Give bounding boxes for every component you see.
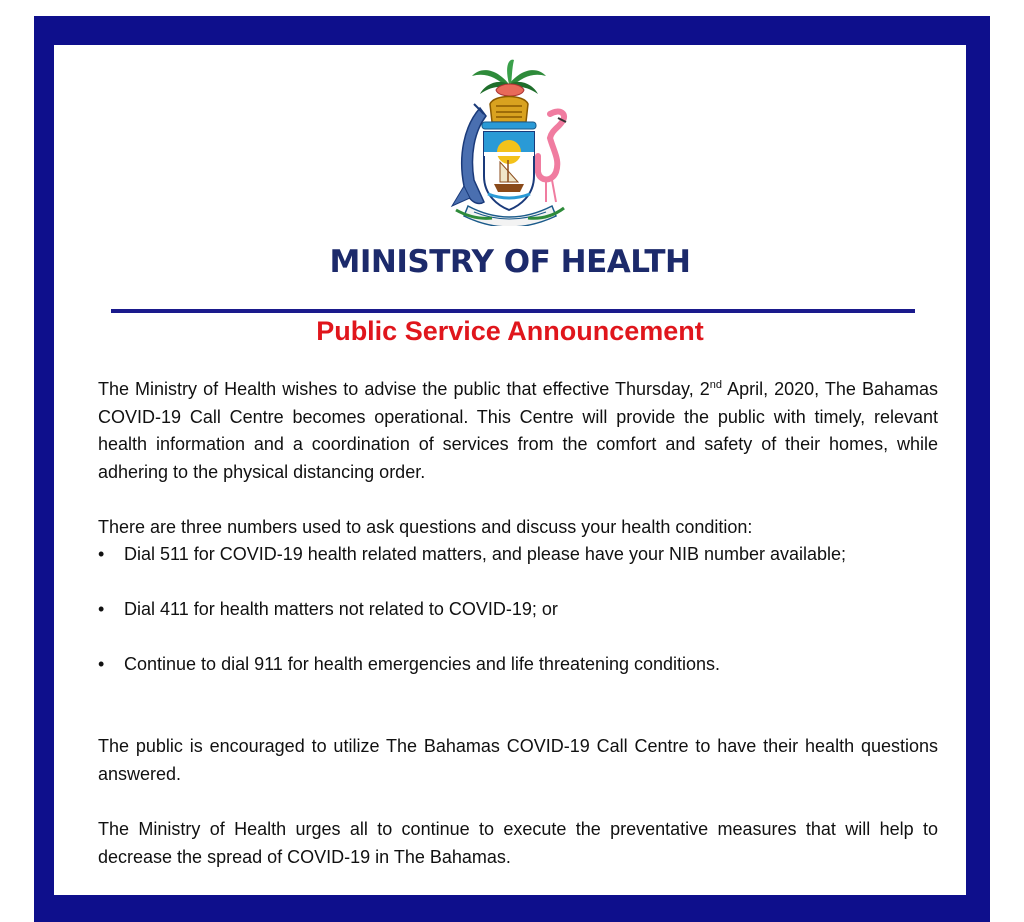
bullet-icon: • xyxy=(98,544,105,564)
list-item xyxy=(98,651,938,679)
closing-text: The Ministry of Health urges all to continue to execute the preventative measures that will help to decrease the spread of COVID-19 in The Bahamas. xyxy=(98,819,938,867)
list-item-text: Dial 511 for COVID-19 health related matters, and please have your NIB number available; xyxy=(124,544,847,564)
list-item-text: Continue to dial 911 for health emergencies and life threatening conditions. xyxy=(124,654,721,674)
numbers-intro-text: There are three numbers used to ask questions and discuss your health condition: xyxy=(98,517,753,537)
ministry-title: MINISTRY OF HEALTH xyxy=(329,244,691,280)
list-item xyxy=(98,596,938,624)
encouragement-text: The public is encouraged to utilize The Bahamas COVID-19 Call Centre to have their health questions answered. xyxy=(98,736,938,784)
closing-paragraph xyxy=(98,816,938,871)
announcement-title: Public Service Announcement xyxy=(316,316,704,346)
encouragement-paragraph xyxy=(98,733,938,788)
list-item-text: Dial 411 for health matters not related to COVID-19; or xyxy=(124,599,558,619)
date-ordinal-suffix: nd xyxy=(709,379,723,391)
intro-text-start: The Ministry of Health wishes to advise the public that effective Thursday, 2 xyxy=(98,379,710,399)
intro-text-end: April, 2020, The Bahamas COVID-19 Call Centre becomes operational. This Centre will provide the public with timely, relevant health information and a coordination of services from the comfort and safety of their homes, while adhering to the physical distancing order. xyxy=(98,379,938,482)
bullet-icon: • xyxy=(98,599,105,619)
phone-numbers-list xyxy=(98,541,938,679)
intro-paragraph xyxy=(98,376,938,486)
bahamas-coat-of-arms-icon xyxy=(434,56,584,226)
list-item xyxy=(98,541,938,569)
numbers-intro-paragraph xyxy=(98,514,938,542)
bullet-icon: • xyxy=(98,654,105,674)
